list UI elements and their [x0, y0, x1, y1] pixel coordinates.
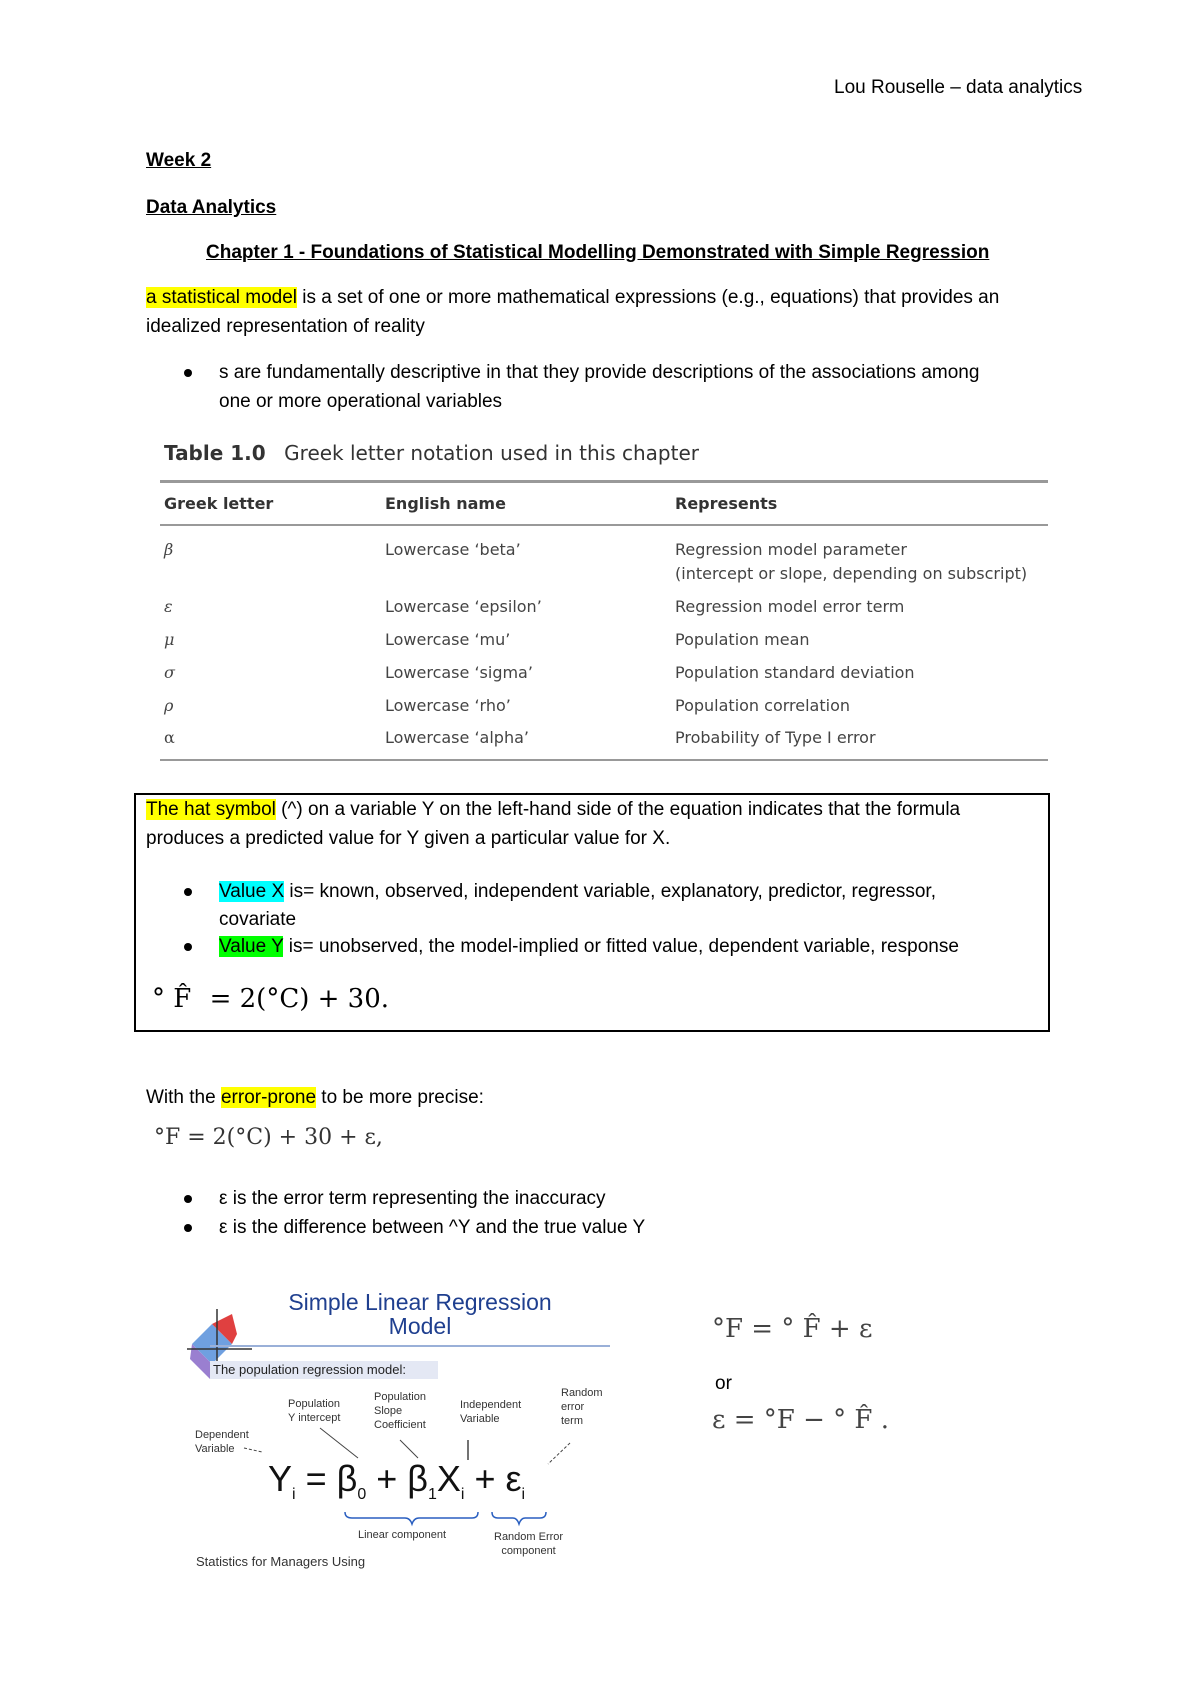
table-bottom-rule	[160, 759, 1048, 761]
table-header-greek: Greek letter	[164, 494, 274, 513]
table-cell-name: Lowercase ‘sigma’	[385, 663, 533, 682]
table-caption	[164, 441, 699, 465]
definition-line2: idealized representation of reality	[146, 316, 425, 337]
table-label: Table 1.0	[164, 441, 266, 465]
bullet-dot	[184, 888, 192, 896]
table-cell-name: Lowercase ‘beta’	[385, 540, 521, 559]
formula-f-hat-plus-error: °F = ° F̂ + ε	[712, 1314, 873, 1344]
value-x-rest: is= known, observed, independent variable, explanatory, predictor, regressor,	[284, 881, 936, 902]
slr-divider	[210, 1345, 610, 1347]
slr-title-line1: Simple Linear Regression	[288, 1289, 552, 1315]
definition-line1	[146, 283, 999, 312]
table-header-english: English name	[385, 494, 506, 513]
error-intro-post: to be more precise:	[316, 1087, 484, 1108]
label-random-component: Random Error component	[494, 1531, 564, 1557]
label-dependent: Dependent Variable	[195, 1429, 249, 1455]
label-linear-component: Linear component	[358, 1529, 447, 1541]
value-y-term: Value Y	[219, 936, 284, 957]
label-pop-intercept: Population Y intercept	[288, 1398, 341, 1424]
hat-term: The hat symbol	[146, 799, 276, 820]
page-header: Lou Rouselle – data analytics	[834, 77, 1083, 98]
chapter-title: Chapter 1 - Foundations of Statistical Modelling Demonstrated with Simple Regression	[206, 242, 990, 263]
bullet-dot	[184, 369, 192, 377]
definition-rest: is a set of one or more mathematical expressions (e.g., equations) that provides an	[297, 287, 1000, 308]
table-top-rule	[160, 480, 1048, 483]
value-y-rest: is= unobserved, the model-implied or fitted value, dependent variable, response	[283, 936, 959, 957]
value-x-line2: covariate	[219, 909, 297, 930]
table-cell-represents: Population standard deviation	[675, 663, 915, 682]
formula-error-difference: ε = °F − ° F̂ .	[712, 1405, 889, 1435]
label-pop-slope: Population Slope Coefficient	[374, 1391, 426, 1431]
hat-line1	[146, 795, 960, 824]
table-cell-name: Lowercase ‘mu’	[385, 630, 511, 649]
table-cell-represents: Population correlation	[675, 696, 850, 715]
bullet-dot	[184, 1224, 192, 1232]
or-text: or	[715, 1373, 732, 1394]
table-cell-greek: ρ	[164, 696, 174, 715]
table-cell-greek: ε	[164, 597, 173, 616]
table-cell-greek: β	[164, 540, 174, 559]
regression-equation: $Y_i = \beta_0 + \beta_1X_i + \varepsilon_i$	[268, 1458, 526, 1504]
table-cell-name: Lowercase ‘alpha’	[385, 728, 529, 747]
table-header-represents: Represents	[675, 494, 778, 513]
hat-formula-lhs: ° F̂	[152, 984, 192, 1014]
course-heading: Data Analytics	[146, 197, 277, 218]
hat-line2: produces a predicted value for Y given a particular value for X.	[146, 828, 671, 849]
table-cell-greek: α	[164, 728, 175, 747]
bullet1-line2: one or more operational variables	[219, 391, 503, 412]
hat-rest: (^) on a variable Y on the left-hand side of the equation indicates that the formula	[275, 799, 961, 820]
table-cell-represents: (intercept or slope, depending on subscript)	[675, 564, 1028, 583]
bullet-dot	[184, 943, 192, 951]
definition-term: a statistical model	[146, 287, 298, 308]
error-bullet-2: ε is the difference between ^Y and the true value Y	[219, 1217, 646, 1238]
error-intro	[146, 1083, 484, 1112]
hat-formula	[152, 984, 389, 1014]
table-cell-name: Lowercase ‘epsilon’	[385, 597, 542, 616]
table-cell-represents: Population mean	[675, 630, 810, 649]
table-cell-represents: Regression model error term	[675, 597, 905, 616]
table-cell-greek: σ	[164, 663, 175, 682]
hat-formula-rhs: = 2(°C) + 30.	[209, 984, 390, 1014]
error-formula: °F = 2(°C) + 30 + ε,	[154, 1125, 383, 1150]
slr-figure	[180, 1290, 620, 1570]
value-x-term: Value X	[219, 881, 285, 902]
error-bullet-1: ε is the error term representing the inaccuracy	[219, 1188, 606, 1209]
value-y-line	[219, 932, 959, 961]
bullet1-line1: s are fundamentally descriptive in that they provide descriptions of the associations among	[219, 362, 980, 383]
table-cell-name: Lowercase ‘rho’	[385, 696, 511, 715]
bullet-dot	[184, 1195, 192, 1203]
error-intro-pre: With the	[146, 1087, 221, 1108]
table-cell-represents: Regression model parameter	[675, 540, 907, 559]
error-prone-term: error-prone	[220, 1087, 317, 1108]
slr-title-line2: Model	[388, 1313, 452, 1339]
value-x-line1	[219, 877, 936, 906]
table-caption-text: Greek letter notation used in this chapter	[284, 441, 699, 465]
table-header-rule	[160, 524, 1048, 526]
table-cell-greek: μ	[164, 630, 175, 649]
table-cell-represents: Probability of Type I error	[675, 728, 876, 747]
slr-braces	[180, 1510, 620, 1530]
slr-footer: Statistics for Managers Using	[196, 1554, 366, 1569]
week-heading: Week 2	[146, 150, 212, 171]
label-independent: Independent Variable	[460, 1399, 522, 1425]
label-random-error: Random error term	[561, 1387, 603, 1427]
slr-subtitle: The population regression model:	[210, 1361, 438, 1379]
